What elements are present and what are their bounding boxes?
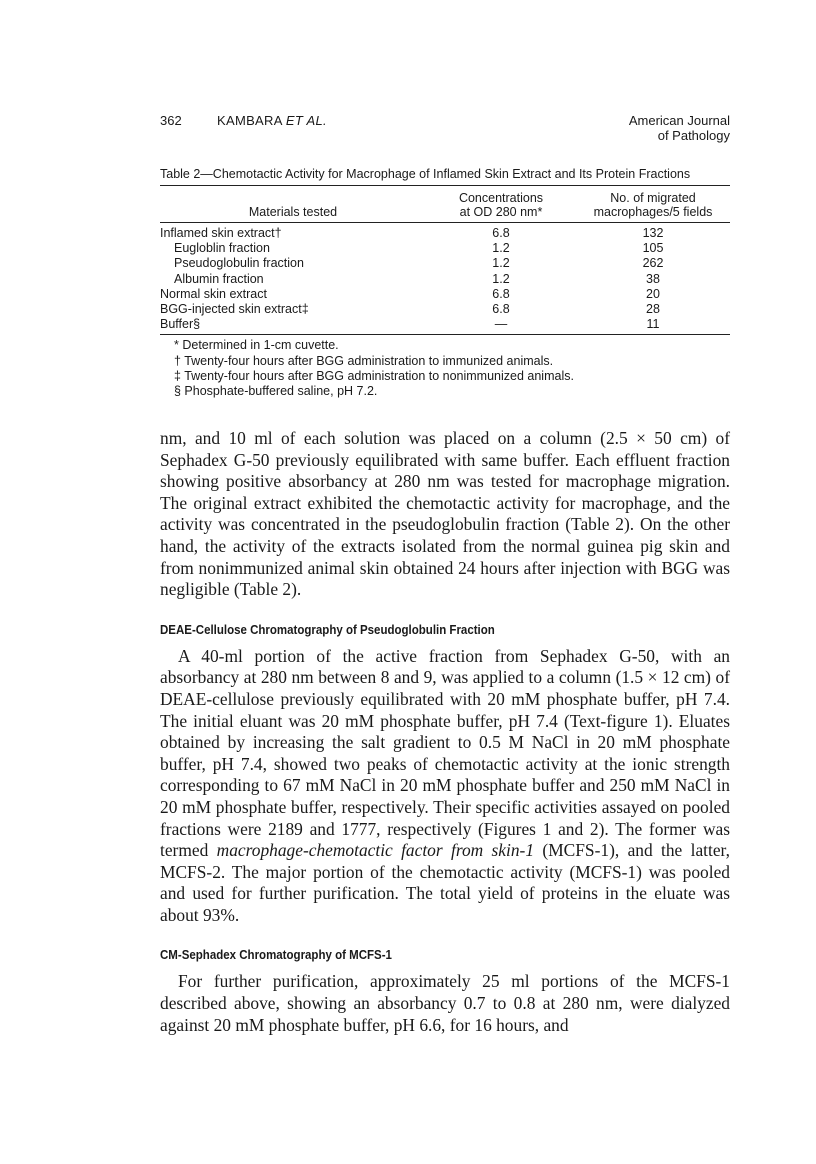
cell-migrated: 11 [646,317,660,332]
data-table [160,185,730,335]
journal-name-line1: American Journal [628,113,730,128]
section-heading-deae: DEAE-Cellulose Chromatography of Pseudoglobulin Fraction [160,622,495,637]
table-footnotes [160,338,730,399]
header-conc-line2: at OD 280 nm* [459,205,543,219]
page-number: 362 [160,113,182,128]
cell-concentration: 1.2 [492,256,510,271]
page-header [160,113,730,145]
table-row [160,272,730,287]
header-concentrations [426,186,576,223]
table-row [160,287,730,302]
cell-material: Albumin fraction [174,271,264,286]
paragraph-deae-part1: A 40-ml portion of the active fraction from Sephadex G-50, with an absorbancy at 280 nm between 8 and 9, was applied to a column (1.5 × 12 cm) of DEAE-cellulose previously equilibrated with 20 mM phosphate buffer, pH 7.4. The initial eluant was 20 mM phosphate buffer, pH 7.4 (Text-figure 1). Eluates obtained by increasing the salt gradient to 0.5 M NaCl in 20 mM phosphate buffer, pH 7.4, showed two peaks of chemotactic activity at the ionic strength corresponding to 67 mM NaCl in 20 mM phosphate buffer and 250 mM NaCl in 20 mM phosphate buffer, respectively. Their specific activities assayed on pooled fractions were 2189 and 1777, respectively (Figures 1 and 2). The former was termed [160,645,730,861]
running-head [217,113,327,128]
header-migrated [576,186,730,223]
footnote: ‡ Twenty-four hours after BGG administration to nonimmunized animals. [174,369,574,384]
cell-material: Eugloblin fraction [174,241,270,256]
table-row [160,317,730,335]
cell-migrated: 105 [642,241,664,256]
body-text [160,428,730,1036]
table-row [160,223,730,242]
cell-concentration: 6.8 [492,286,510,301]
cell-concentration: 6.8 [492,302,510,317]
table-header [160,186,730,223]
table-row [160,241,730,256]
cell-concentration: 1.2 [492,271,510,286]
table-caption: Table 2—Chemotactic Activity for Macrophage of Inflamed Skin Extract and Its Protein Fractions [160,167,691,181]
table-row [160,256,730,271]
header-conc-line1: Concentrations [458,191,544,205]
footnote: § Phosphate-buffered saline, pH 7.2. [174,384,378,399]
table-2 [160,167,730,400]
cell-material: Normal skin extract [160,286,267,301]
header-materials: Materials tested [248,205,338,219]
table-row [160,302,730,317]
cell-migrated: 38 [646,271,660,286]
footnote: † Twenty-four hours after BGG administration to immunized animals. [174,353,554,368]
cell-migrated: 28 [646,302,660,317]
paragraph-deae-italic: macrophage-chemotactic factor from skin-1 [216,840,535,861]
cell-migrated: 262 [642,256,664,271]
cell-concentration: — [494,317,508,332]
table-header-row [160,186,730,223]
journal-name [629,113,730,143]
cell-material: Inflamed skin extract† [160,226,282,240]
header-migrated-line1: No. of migrated [610,191,696,205]
running-head-etal: ET AL. [285,113,327,128]
section-heading-cm: CM-Sephadex Chromatography of MCFS-1 [160,948,392,963]
table-body [160,223,730,335]
cell-material: Buffer§ [160,317,201,332]
cell-material: Pseudoglobulin fraction [174,256,304,271]
cell-migrated: 132 [642,226,664,240]
cell-concentration: 6.8 [492,226,510,240]
cell-material: BGG-injected skin extract‡ [160,302,309,317]
paragraph-cm: For further purification, approximately 25 ml portions of the MCFS-1 described above, showing an absorbancy 0.7 to 0.8 at 280 nm, were dialyzed against 20 mM phosphate buffer, pH 6.6, for 16 hours, and [160,971,730,1035]
paragraph-deae [160,646,730,927]
cell-migrated: 20 [646,286,660,301]
paragraph-deae-part2: (MCFS-1), and the latter, MCFS-2. The major portion of the chemotactic activity (MCFS-1) was pooled and used for further purification. The total yield of proteins in the eluate was about 93%. [160,840,730,925]
footnote: * Determined in 1-cm cuvette. [174,338,339,353]
cell-concentration: 1.2 [492,241,510,256]
journal-name-line2: of Pathology [657,128,730,143]
running-head-author: KAMBARA [217,113,282,128]
paragraph-continuation: nm, and 10 ml of each solution was placed on a column (2.5 × 50 cm) of Sephadex G-50 previously equilibrated with same buffer. Each effluent fraction showing positive absorbancy at 280 nm was tested for macrophage migration. The original extract exhibited the chemotactic activity for macrophage, and the activity was concentrated in the pseudoglobulin fraction (Table 2). On the other hand, the activity of the extracts isolated from the normal guinea pig skin and from nonimmunized animal skin obtained 24 hours after injection with BGG was negligible (Table 2). [160,428,730,600]
header-migrated-line2: macrophages/5 fields [593,205,713,219]
